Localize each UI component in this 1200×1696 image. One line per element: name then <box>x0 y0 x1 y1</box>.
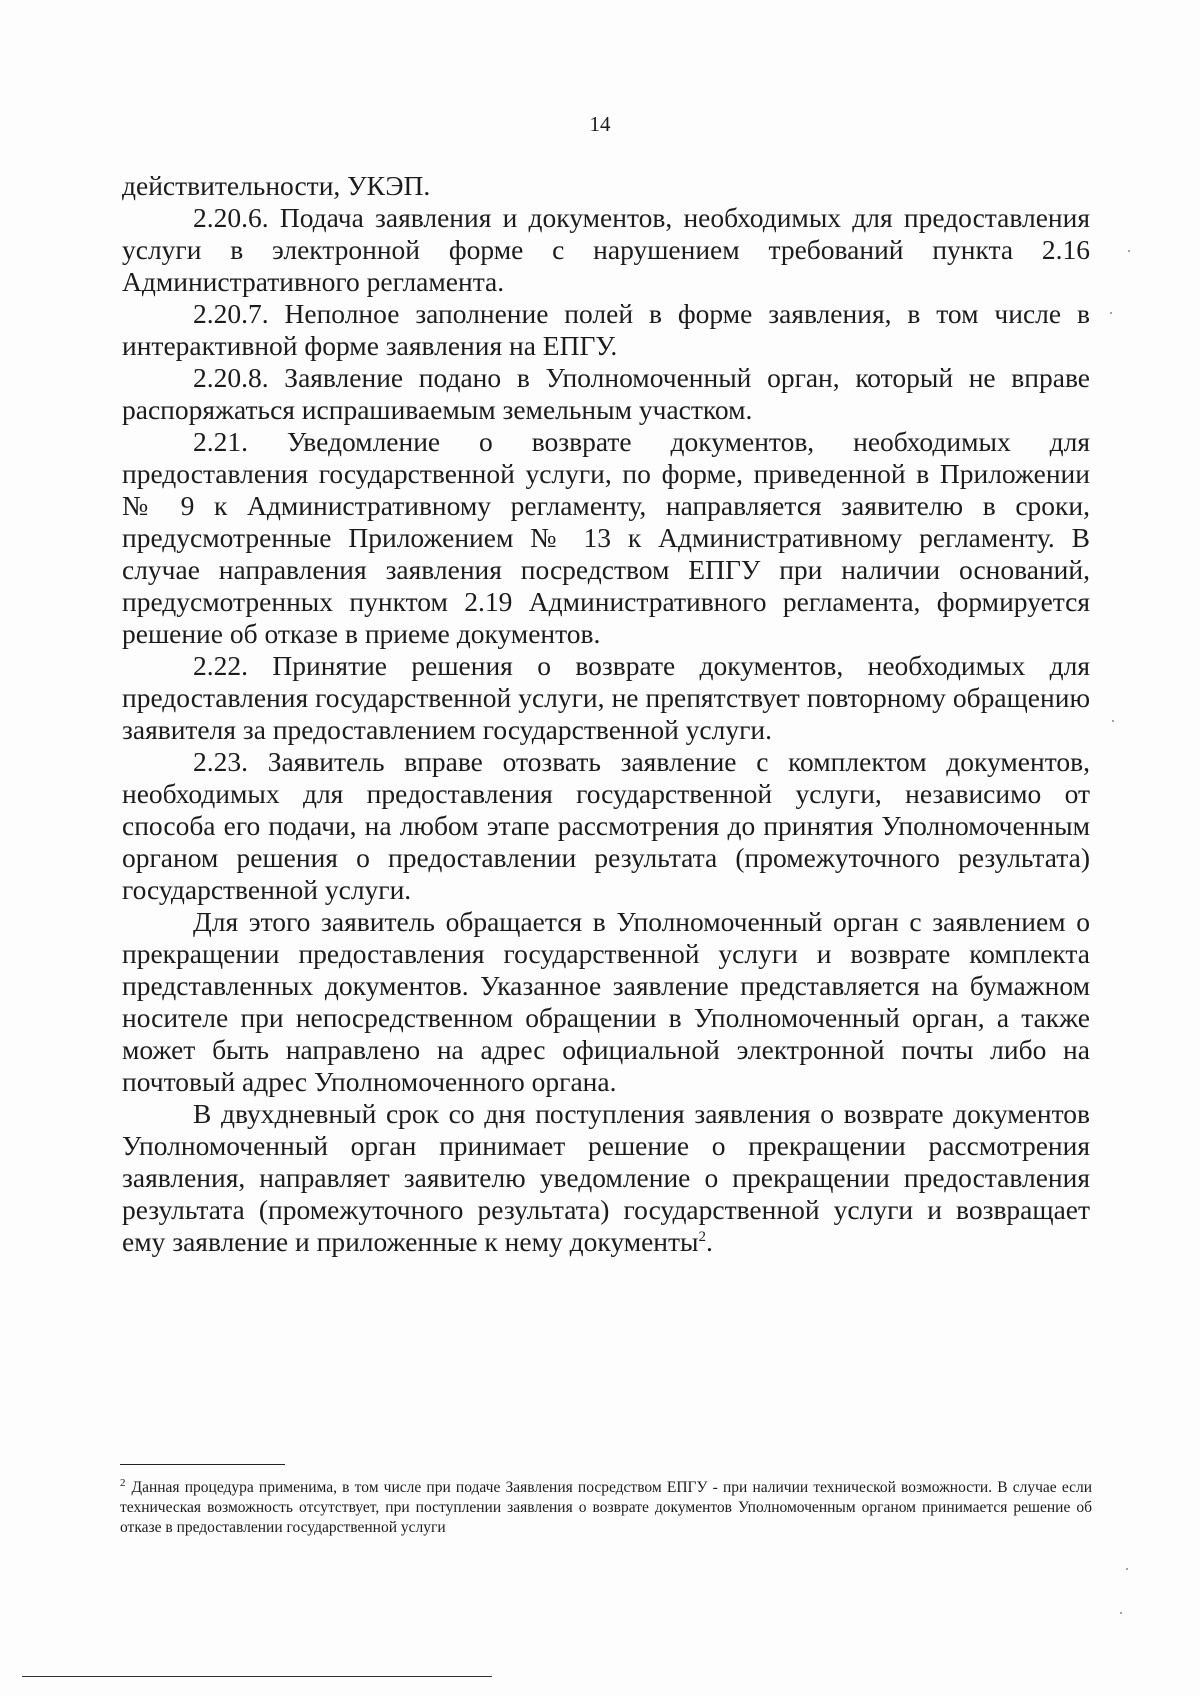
paragraph-two-day-term <box>122 1098 1090 1258</box>
footnote-reference: 2 <box>698 1228 707 1245</box>
scan-speck <box>1110 312 1112 314</box>
document-body <box>122 170 1090 1258</box>
paragraph-withdrawal-procedure: Для этого заявитель обращается в Уполномоченный орган с заявлением о прекращении предоставления государственной услуги и возврате комплекта представленных документов. Указанное заявление представляется на бумажном носителе при непосредственном обращении в Уполномоченный орган, а также может быть направлено на адрес официальной электронной почты либо на почтовый адрес Уполномоченного органа. <box>122 906 1090 1097</box>
scan-speck <box>1120 1612 1122 1614</box>
footnote <box>120 1478 1092 1538</box>
paragraph-continuation: действительности, УКЭП. <box>122 170 431 201</box>
scan-speck <box>1126 1568 1128 1570</box>
paragraph-2-20-8: 2.20.8. Заявление подано в Уполномоченный орган, который не вправе распоряжаться испрашиваемым земельным участком. <box>122 362 1090 425</box>
paragraph-2-21: 2.21. Уведомление о возврате документов, необходимых для предоставления государственной услуги, по форме, приведенной в Приложении № 9 к Административному регламенту, направляется заявителю в сроки, предусмотренные Приложением № 13 к Административному регламенту. В случае направления заявления посредством ЕПГУ при наличии оснований, предусмотренных пунктом 2.19 Административного регламента, формируется решение об отказе в приеме документов. <box>122 426 1090 649</box>
footnote-separator <box>120 1464 285 1465</box>
paragraph-two-day-term-end: . <box>706 1226 713 1257</box>
paragraph-2-23: 2.23. Заявитель вправе отозвать заявление с комплектом документов, необходимых для предоставления государственной услуги, независимо от способа его подачи, на любом этапе рассмотрения до принятия Уполномоченным органом решения о предоставлении результата (промежуточного результата) государственной услуги. <box>122 746 1090 905</box>
paragraph-two-day-term-text: В двухдневный срок со дня поступления заявления о возврате документов Уполномоченный орган принимает решение о прекращении рассмотрения заявления, направляет заявителю уведомление о прекращении предоставления результата (промежуточного результата) государственной услуги и возвращает ему заявление и приложенные к нему документы <box>122 1098 1090 1257</box>
footnote-number: 2 <box>120 1476 126 1489</box>
paragraph-2-22: 2.22. Принятие решения о возврате документов, необходимых для предоставления государственной услуги, не препятствует повторному обращению заявителя за предоставлением государственной услуги. <box>122 650 1090 745</box>
scan-speck <box>1128 250 1130 252</box>
scan-edge-line <box>22 1676 492 1677</box>
scan-speck <box>1112 720 1114 722</box>
page-number: 14 <box>589 112 611 136</box>
footnote-text: Данная процедура применима, в том числе при подаче Заявления посредством ЕПГУ - при наличии технической возможности. В случае если техническая возможность отсутствует, при поступлении заявления о возврате документов Уполномоченным органом принимается решение об отказе в предоставлении государственной услуги <box>120 1479 1092 1536</box>
paragraph-2-20-7: 2.20.7. Неполное заполнение полей в форме заявления, в том числе в интерактивной форме заявления на ЕПГУ. <box>122 298 1090 361</box>
paragraph-2-20-6: 2.20.6. Подача заявления и документов, необходимых для предоставления услуги в электронной форме с нарушением требований пункта 2.16 Административного регламента. <box>122 202 1090 297</box>
